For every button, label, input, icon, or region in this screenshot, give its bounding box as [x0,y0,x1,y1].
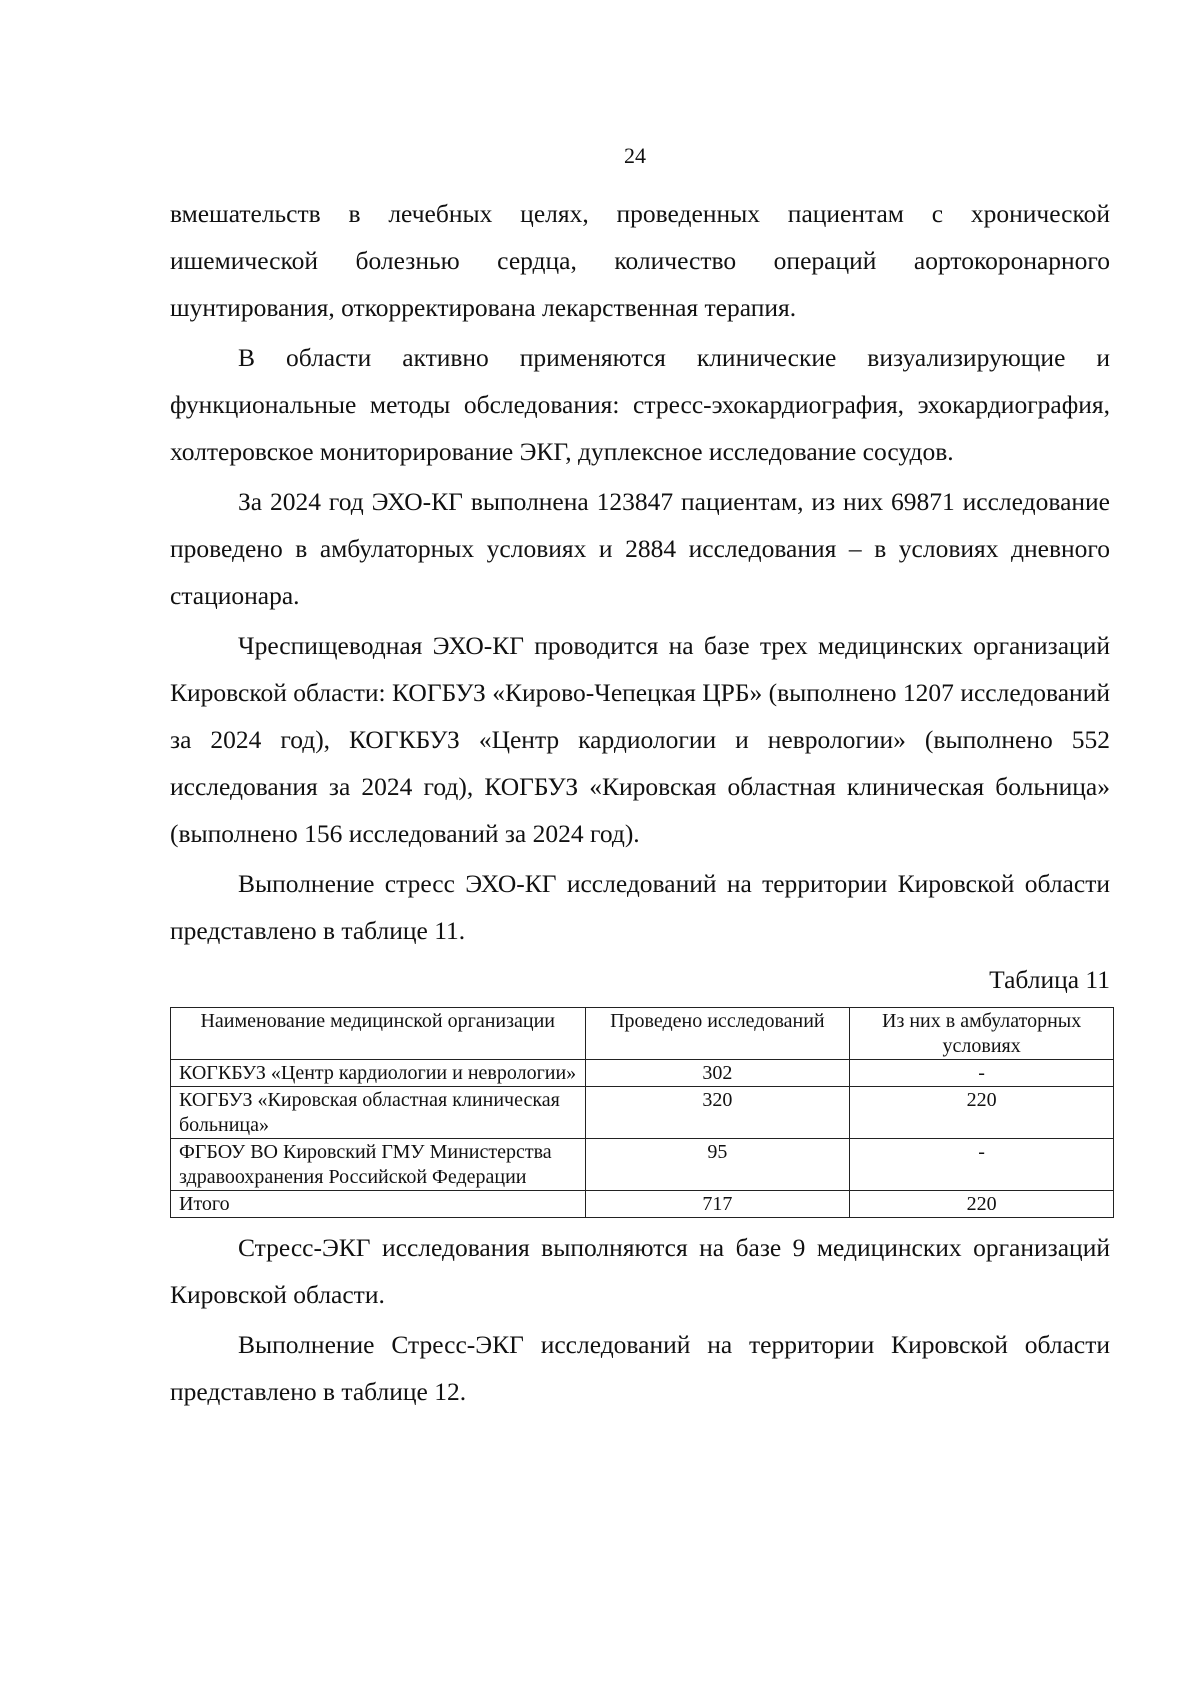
table-total-row [171,1191,1114,1218]
paragraph-7: Выполнение Стресс-ЭКГ исследований на территории Кировской области представлено в таблице 12. [170,1330,1110,1406]
table-header-row [171,1008,1114,1060]
cell-studies: 302 [585,1060,850,1087]
cell-outpatient: - [850,1139,1114,1191]
table-row [171,1139,1114,1191]
paragraph-6: Стресс-ЭКГ исследования выполняются на базе 9 медицинских организаций Кировской области. [170,1233,1110,1309]
paragraph-2: В области активно применяются клинические визуализирующие и функциональные методы обследования: стресс-эхокардиография, эхокардиография, холтеровское мониторирование ЭКГ, дуплексное исследование сосудов. [170,343,1110,466]
document-body [170,190,1110,1418]
data-table [170,1007,1114,1218]
header-organization: Наименование медицинской организации [171,1008,586,1060]
cell-total-studies: 717 [585,1191,850,1218]
table-row [171,1087,1114,1139]
cell-total-label: Итого [171,1191,586,1218]
paragraph-4: Чреспищеводная ЭХО-КГ проводится на базе трех медицинских организаций Кировской области: КОГБУЗ «Кирово-Чепецкая ЦРБ» (выполнено 1207 исследований за 2024 год), КОГКБУЗ «Центр кардиологии и неврологии» (выполнено 552 исследования за 2024 год), КОГБУЗ «Кировская областная клиническая больница» (выполнено 156 исследований за 2024 год). [170,631,1110,848]
cell-outpatient: - [850,1060,1114,1087]
cell-studies: 95 [585,1139,850,1191]
paragraph-3: За 2024 год ЭХО-КГ выполнена 123847 пациентам, из них 69871 исследование проведено в амбулаторных условиях и 2884 исследования – в условиях дневного стационара. [170,487,1110,610]
page-number: 24 [624,143,646,168]
header-studies-performed: Проведено исследований [585,1008,850,1060]
cell-outpatient: 220 [850,1087,1114,1139]
paragraph-1: вмешательств в лечебных целях, проведенных пациентам с хронической ишемической болезнью сердца, количество операций аортокоронарного шунтирования, откорректирована лекарственная терапия. [170,199,1110,322]
table-row [171,1060,1114,1087]
table-caption: Таблица 11 [989,965,1110,994]
cell-organization: КОГБУЗ «Кировская областная клиническая больница» [171,1087,586,1139]
cell-total-outpatient: 220 [850,1191,1114,1218]
header-outpatient: Из них в амбулаторных условиях [850,1008,1114,1060]
cell-organization: ФГБОУ ВО Кировский ГМУ Министерства здравоохранения Российской Федерации [171,1139,586,1191]
cell-studies: 320 [585,1087,850,1139]
paragraph-5: Выполнение стресс ЭХО-КГ исследований на территории Кировской области представлено в таблице 11. [170,869,1110,945]
cell-organization: КОГКБУЗ «Центр кардиологии и неврологии» [171,1060,586,1087]
